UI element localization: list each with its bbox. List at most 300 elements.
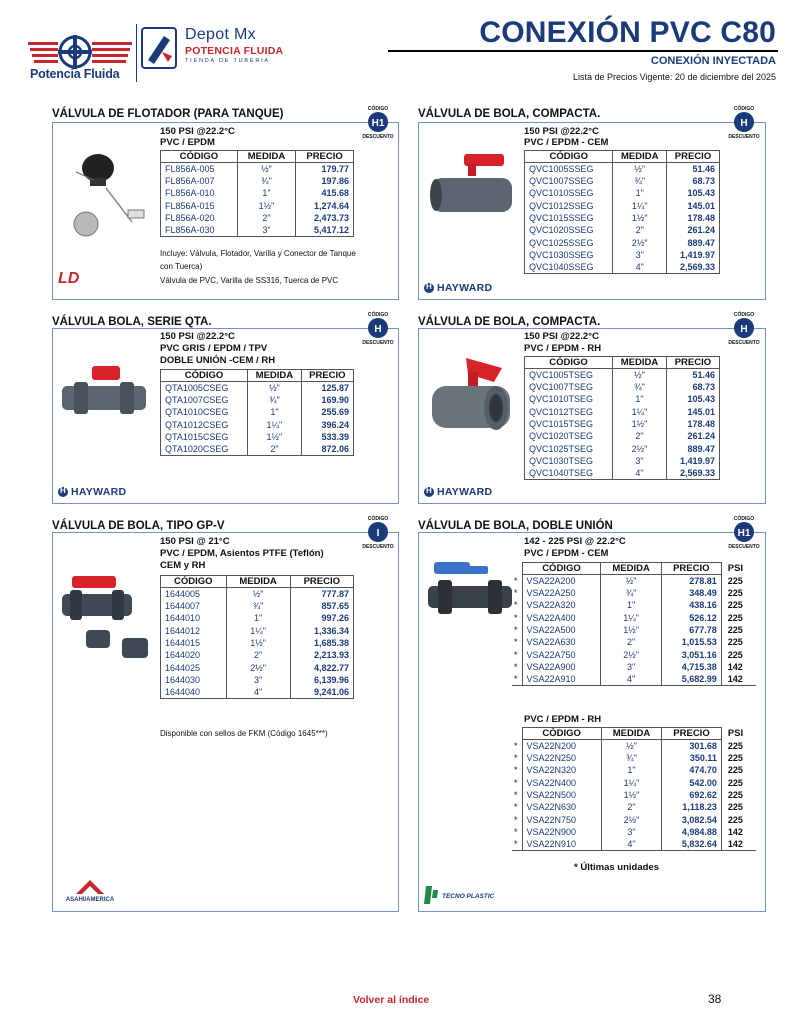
star-marker: * — [513, 814, 518, 825]
product-size: 2½" — [601, 813, 661, 825]
product-psi: 225 — [727, 802, 743, 813]
product-code: VSA22N200 — [522, 740, 601, 753]
star-marker: * — [513, 826, 518, 837]
product-size: ¾" — [601, 752, 661, 764]
product-price: 3,051.16 — [661, 648, 721, 660]
serie-qta-discount-badge — [360, 310, 396, 346]
product-code: QVC1040SSEG — [525, 261, 613, 274]
product-size: ½" — [237, 163, 295, 176]
product-size: 2" — [613, 224, 667, 236]
product-price: 396.24 — [301, 419, 353, 431]
product-price: 178.48 — [667, 212, 720, 224]
product-price: 68.73 — [666, 381, 719, 393]
product-psi: 225 — [727, 765, 743, 776]
product-price: 857.65 — [290, 600, 353, 612]
depot-mx-logo-icon — [140, 26, 178, 70]
product-code: QVC1025TSEG — [525, 442, 613, 454]
product-code: QVC1015SSEG — [525, 212, 613, 224]
hayward-icon — [424, 283, 434, 293]
product-price: 1,419.97 — [666, 455, 719, 467]
product-code: FL856A-020 — [161, 212, 238, 224]
svg-text:H: H — [740, 118, 748, 129]
col-code: CÓDIGO — [161, 151, 238, 163]
table-row — [512, 752, 756, 764]
flotador-spec2: PVC / EPDM — [160, 137, 215, 148]
product-code: QVC1040TSEG — [525, 467, 613, 480]
product-price: 692.62 — [662, 789, 722, 801]
hayward-brand-logo: H HAYWARD — [58, 486, 126, 498]
compacta-cem-price-table: CÓDIGO MEDIDA PRECIO QVC1005SSEG ½" 51.46 QVC1007SSEG ¾" 68.73 QVC1010SSEG 1" 105.43 QVC1012SSEG 1¼" 145.01 QVC1015SSEG 1½" 178.48 QVC1020SSEG 2" 261.24 QVC1025SSEG 2½" 889.47 QVC1030SSEG 3" 1,419.97 QVC1040SSEG 4" 2,569.33 — [524, 150, 720, 274]
product-size: 4" — [226, 686, 290, 699]
compacta-rh-title: VÁLVULA DE BOLA, COMPACTA. — [418, 316, 601, 328]
product-code: VSA22N630 — [522, 801, 601, 813]
product-price: 301.68 — [662, 740, 722, 753]
table-row — [525, 261, 720, 274]
product-psi: 225 — [727, 753, 743, 764]
product-price: 2,569.33 — [666, 467, 719, 480]
product-code: VSA22N320 — [522, 764, 601, 776]
product-price: 197.86 — [296, 175, 354, 187]
product-price: 255.69 — [301, 406, 353, 418]
gpv-fkm-note: Disponible con sellos de FKM (Código 1645***) — [160, 729, 328, 738]
product-psi: 225 — [727, 814, 743, 825]
product-size: 2" — [237, 212, 295, 224]
qta-ball-valve-image — [56, 364, 152, 420]
product-size: 2" — [226, 649, 290, 661]
star-marker: * — [513, 588, 518, 599]
page-subtitle: CONEXIÓN INYECTADA — [650, 55, 776, 67]
product-psi: 225 — [727, 790, 743, 801]
price-list-date: Lista de Precios Vigente: 20 de diciembre del 2025 — [573, 72, 776, 82]
table-row — [161, 224, 354, 237]
star-marker: * — [513, 625, 518, 636]
product-size: 3" — [226, 674, 290, 686]
star-marker: * — [513, 637, 518, 648]
serie-qta-spec2: PVC GRIS / EPDM / TPV — [160, 343, 268, 354]
product-psi: 225 — [727, 612, 743, 623]
svg-text:CÓDIGO: CÓDIGO — [733, 312, 755, 318]
product-size: 1½" — [601, 789, 661, 801]
compacta-rh-discount-badge — [726, 310, 762, 346]
table-row — [512, 636, 756, 648]
table-row — [525, 224, 720, 236]
col-size: MEDIDA — [237, 151, 295, 163]
table-row — [512, 673, 756, 686]
product-size: 1½" — [248, 431, 302, 443]
product-code: VSA22A200 — [522, 575, 601, 588]
product-size: 1¼" — [613, 406, 667, 418]
page-title: CONEXIÓN PVC C80 — [479, 16, 776, 49]
compacta-cem-spec2: PVC / EPDM - CEM — [524, 137, 609, 148]
product-price: 889.47 — [666, 442, 719, 454]
product-size: 1" — [226, 612, 290, 624]
product-psi: 225 — [727, 625, 743, 636]
product-price: 5,682.99 — [661, 673, 721, 686]
product-psi: 142 — [721, 838, 756, 851]
product-code: VSA22A320 — [522, 599, 601, 611]
ld-brand-logo: LD — [58, 270, 80, 287]
product-code: QVC1030TSEG — [525, 455, 613, 467]
product-price: 348.49 — [661, 587, 721, 599]
product-size: 2" — [248, 443, 302, 456]
product-size: ½" — [601, 740, 661, 753]
svg-text:H1: H1 — [737, 528, 751, 539]
product-price: 125.87 — [301, 382, 353, 395]
table-row — [525, 200, 720, 212]
compact-ball-valve-image — [426, 150, 518, 220]
product-code: 1644025 — [161, 661, 227, 673]
product-code: 1644007 — [161, 600, 227, 612]
product-price: 889.47 — [667, 236, 720, 248]
product-size: ½" — [613, 369, 667, 382]
product-price: 4,822.77 — [290, 661, 353, 673]
product-price: 2,213.93 — [290, 649, 353, 661]
product-psi: 225 — [727, 588, 743, 599]
logo2-store: TIENDA DE TUBERIA — [185, 58, 270, 64]
table-row — [161, 175, 354, 187]
star-marker: * — [513, 575, 518, 586]
table-row — [512, 740, 756, 753]
product-price: 777.87 — [290, 588, 353, 601]
product-code: 1644030 — [161, 674, 227, 686]
compacta-rh-spec2: PVC / EPDM - RH — [524, 343, 602, 354]
star-marker: * — [513, 600, 518, 611]
tecno-plastic-logo — [424, 884, 504, 906]
product-size: 1" — [248, 406, 302, 418]
table-row — [512, 764, 756, 776]
svg-text:DESCUENTO: DESCUENTO — [728, 134, 760, 140]
svg-text:I: I — [376, 528, 380, 539]
product-price: 5,832.64 — [662, 838, 722, 851]
product-code: QVC1005TSEG — [525, 369, 613, 382]
product-code: QTA1012CSEG — [161, 419, 248, 431]
table-row — [161, 382, 354, 395]
table-row — [525, 175, 720, 187]
product-code: QVC1010TSEG — [525, 393, 613, 405]
product-size: 1" — [613, 187, 667, 199]
product-price: 526.12 — [661, 612, 721, 624]
product-size: ½" — [226, 588, 290, 601]
star-marker: * — [513, 765, 518, 776]
product-size: 2½" — [613, 236, 667, 248]
hayward-icon — [424, 487, 434, 497]
svg-text:CÓDIGO: CÓDIGO — [367, 516, 389, 522]
product-code: QVC1020SSEG — [525, 224, 613, 236]
table-row — [525, 406, 720, 418]
product-size: ½" — [248, 382, 302, 395]
product-size: 4" — [601, 673, 661, 686]
product-size: 1" — [613, 393, 667, 405]
product-code: VSA22N900 — [522, 826, 601, 838]
product-code: QVC1015TSEG — [525, 418, 613, 430]
product-price: 4,984.88 — [662, 826, 722, 838]
product-size: ½" — [601, 575, 661, 588]
product-price: 9,241.06 — [290, 686, 353, 699]
doble-union-title: VÁLVULA DE BOLA, DOBLE UNIÓN — [418, 520, 613, 532]
product-code: VSA22A250 — [522, 587, 601, 599]
product-code: QVC1025SSEG — [525, 236, 613, 248]
product-code: FL856A-030 — [161, 224, 238, 237]
product-price: 1,274.64 — [296, 200, 354, 212]
product-size: 1½" — [237, 200, 295, 212]
product-size: 3" — [237, 224, 295, 237]
product-psi: 225 — [727, 600, 743, 611]
product-code: FL856A-005 — [161, 163, 238, 176]
doble-union-spec1: 142 - 225 PSI @ 22.2°C — [524, 536, 626, 547]
table-row — [525, 418, 720, 430]
star-marker: * — [513, 740, 518, 751]
table-row — [512, 575, 756, 588]
doble-union-spec-rh: PVC / EPDM - RH — [524, 714, 602, 725]
svg-text:H: H — [740, 324, 748, 335]
product-code: QTA1005CSEG — [161, 382, 248, 395]
product-size: 1½" — [613, 212, 667, 224]
svg-text:CÓDIGO: CÓDIGO — [733, 106, 755, 112]
product-price: 169.90 — [301, 394, 353, 406]
product-price: 261.24 — [667, 224, 720, 236]
product-size: 2½" — [601, 648, 661, 660]
product-size: 1¼" — [226, 625, 290, 637]
product-code: 1644005 — [161, 588, 227, 601]
svg-text:DESCUENTO: DESCUENTO — [362, 340, 394, 346]
compact-rh-ball-valve-image — [428, 352, 516, 446]
product-code: 1644040 — [161, 686, 227, 699]
gpv-discount-badge — [360, 514, 396, 550]
product-code: QTA1007CSEG — [161, 394, 248, 406]
double-union-ball-valve-image — [424, 560, 516, 622]
table-row — [512, 813, 756, 825]
product-psi: 225 — [727, 777, 743, 788]
table-row — [525, 381, 720, 393]
table-row — [525, 455, 720, 467]
product-price: 533.39 — [301, 431, 353, 443]
product-psi: 225 — [727, 575, 743, 586]
product-size: 1" — [601, 599, 661, 611]
product-code: FL856A-007 — [161, 175, 238, 187]
product-code: VSA22N250 — [522, 752, 601, 764]
product-price: 1,118.23 — [662, 801, 722, 813]
product-code: QVC1005SSEG — [525, 163, 613, 176]
product-psi: 225 — [727, 649, 743, 660]
product-code: QVC1007SSEG — [525, 175, 613, 187]
doble-union-discount-badge — [726, 514, 762, 550]
table-row — [512, 801, 756, 813]
table-row — [161, 600, 354, 612]
product-code: VSA22N910 — [522, 838, 601, 851]
product-code: VSA22A630 — [522, 636, 601, 648]
col-price: PRECIO — [296, 151, 354, 163]
table-row — [525, 236, 720, 248]
product-price: 51.46 — [667, 163, 720, 176]
table-row — [161, 674, 354, 686]
product-size: 1½" — [613, 418, 667, 430]
serie-qta-title: VÁLVULA BOLA, SERIE QTA. — [52, 316, 212, 328]
logo2-name: Depot Mx — [185, 26, 256, 43]
product-code: VSA22N750 — [522, 813, 601, 825]
product-price: 6,139.96 — [290, 674, 353, 686]
table-row — [512, 826, 756, 838]
table-row — [161, 625, 354, 637]
float-valve-image — [70, 148, 150, 238]
product-code: VSA22A900 — [522, 661, 601, 673]
product-code: VSA22A750 — [522, 648, 601, 660]
product-price: 261.24 — [666, 430, 719, 442]
product-size: ¾" — [613, 381, 667, 393]
product-size: 4" — [613, 261, 667, 274]
product-code: 1644012 — [161, 625, 227, 637]
product-code: VSA22A500 — [522, 624, 601, 636]
svg-text:H: H — [374, 324, 382, 335]
product-code: QTA1020CSEG — [161, 443, 248, 456]
product-size: 1¼" — [601, 612, 661, 624]
product-price: 415.68 — [296, 187, 354, 199]
doble-union-spec2: PVC / EPDM - CEM — [524, 548, 609, 559]
product-size: 2" — [601, 801, 661, 813]
gpv-spec2: PVC / EPDM, Asientos PTFE (Teflón) — [160, 548, 324, 559]
table-row — [512, 777, 756, 789]
product-price: 2,473.73 — [296, 212, 354, 224]
product-price: 145.01 — [666, 406, 719, 418]
gpv-spec3: CEM y RH — [160, 560, 206, 571]
star-marker: * — [513, 649, 518, 660]
table-row — [525, 249, 720, 261]
table-row — [512, 612, 756, 624]
product-code: VSA22A400 — [522, 612, 601, 624]
logo-divider — [136, 24, 137, 82]
product-size: 3" — [613, 455, 667, 467]
table-row — [161, 637, 354, 649]
product-price: 105.43 — [666, 393, 719, 405]
table-row — [512, 624, 756, 636]
product-size: 1¼" — [248, 419, 302, 431]
product-size: 1½" — [226, 637, 290, 649]
svg-text:CÓDIGO: CÓDIGO — [367, 106, 389, 112]
product-size: ¾" — [237, 175, 295, 187]
product-size: ¾" — [601, 587, 661, 599]
table-row — [161, 394, 354, 406]
svg-text:CÓDIGO: CÓDIGO — [367, 312, 389, 318]
product-price: 1,419.97 — [667, 249, 720, 261]
product-price: 997.26 — [290, 612, 353, 624]
doble-union-rh-price-table: CÓDIGO MEDIDA PRECIO PSI * VSA22N200 ½" 301.68 225 * VSA22N250 ¾" 350.11 225 * VSA22N320 1" 474.70 225 * VSA22N400 1¼" 542.00 225 * VSA22N500 1½" 692.62 225 * VSA22N630 2" 1,118.23 225 * VSA22N750 2½" 3,082.54 225 * VSA22N900 3" 4,984.88 142 * VSA22N910 4" 5,832.64 142 — [512, 727, 756, 851]
product-price: 3,082.54 — [662, 813, 722, 825]
product-price: 1,685.38 — [290, 637, 353, 649]
table-row — [512, 789, 756, 801]
product-price: 474.70 — [662, 764, 722, 776]
gpv-price-table: CÓDIGO MEDIDA PRECIO 1644005 ½" 777.87 1644007 ¾" 857.65 1644010 1" 997.26 1644012 1¼" 1,336.34 1644015 1½" 1,685.38 1644020 2" 2,213.93 1644025 2½" 4,822.77 1644030 3" 6,139.96 1644040 4" 9,241.06 — [160, 575, 354, 699]
product-price: 350.11 — [662, 752, 722, 764]
title-rule — [388, 50, 778, 52]
product-size: 3" — [601, 826, 661, 838]
table-row — [525, 212, 720, 224]
product-price: 5,417.12 — [296, 224, 354, 237]
ultimas-unidades-note: * Últimas unidades — [574, 862, 659, 873]
product-psi: 142 — [727, 826, 743, 837]
product-psi: 225 — [727, 740, 743, 751]
hayward-brand-logo: H HAYWARD — [424, 486, 492, 498]
flotador-spec1: 150 PSI @22.2°C — [160, 126, 235, 137]
product-size: 1½" — [601, 624, 661, 636]
product-price: 178.48 — [666, 418, 719, 430]
table-row — [161, 200, 354, 212]
gpv-ball-valve-image — [58, 572, 156, 664]
product-price: 179.77 — [296, 163, 354, 176]
table-row — [161, 443, 354, 456]
table-row — [525, 430, 720, 442]
product-size: ¾" — [613, 175, 667, 187]
table-row — [512, 648, 756, 660]
flotador-note-includes: Incluye: Válvula, Flotador, Varilla y Conector de Tanque — [160, 249, 356, 258]
product-code: VSA22A910 — [522, 673, 601, 686]
volver-al-indice-link[interactable]: Volver al índice — [353, 994, 430, 1006]
svg-text:DESCUENTO: DESCUENTO — [362, 544, 394, 550]
product-code: QTA1010CSEG — [161, 406, 248, 418]
product-size: 2½" — [226, 661, 290, 673]
product-size: 2" — [601, 636, 661, 648]
table-row — [525, 163, 720, 176]
flotador-note-materials: Válvula de PVC, Varilla de SS316, Tuerca de PVC — [160, 276, 339, 285]
product-code: QVC1010SSEG — [525, 187, 613, 199]
svg-text:DESCUENTO: DESCUENTO — [728, 340, 760, 346]
table-row — [161, 212, 354, 224]
svg-text:ASAHI/AMERICA: ASAHI/AMERICA — [65, 897, 115, 902]
product-price: 872.06 — [301, 443, 353, 456]
hayward-icon — [58, 487, 68, 497]
product-price: 542.00 — [662, 777, 722, 789]
product-code: 1644020 — [161, 649, 227, 661]
product-price: 4,715.38 — [661, 661, 721, 673]
product-price: 438.16 — [661, 599, 721, 611]
asahi-america-logo — [56, 878, 124, 902]
star-marker: * — [513, 612, 518, 623]
doble-union-cem-price-table: CÓDIGO MEDIDA PRECIO PSI * VSA22A200 ½" 278.81 225 * VSA22A250 ¾" 348.49 225 * VSA22A320 1" 438.16 225 * VSA22A400 1¼" 526.12 225 * VSA22A500 1½" 677.78 225 * VSA22A630 2" 1,015.53 225 * VSA22A750 2½" 3,051.16 225 * VSA22A900 3" 4,715.38 142 * VSA22A910 4" 5,682.99 142 — [512, 562, 756, 686]
product-size: 1" — [601, 764, 661, 776]
compacta-cem-spec1: 150 PSI @22.2°C — [524, 126, 599, 137]
flotador-note-includes-2: con Tuerca) — [160, 262, 203, 271]
product-psi: 142 — [721, 673, 756, 686]
serie-qta-price-table: CÓDIGO MEDIDA PRECIO QTA1005CSEG ½" 125.87 QTA1007CSEG ¾" 169.90 QTA1010CSEG 1" 255.69 QTA1012CSEG 1¼" 396.24 QTA1015CSEG 1½" 533.39 QTA1020CSEG 2" 872.06 — [160, 369, 354, 456]
product-price: 145.01 — [667, 200, 720, 212]
product-size: 3" — [613, 249, 667, 261]
star-marker: * — [513, 753, 518, 764]
product-size: 1¼" — [613, 200, 667, 212]
table-row — [161, 163, 354, 176]
svg-text:DESCUENTO: DESCUENTO — [362, 134, 394, 140]
flotador-price-table — [160, 150, 354, 237]
product-price: 2,569.33 — [667, 261, 720, 274]
product-code: QVC1012SSEG — [525, 200, 613, 212]
product-code: QVC1012TSEG — [525, 406, 613, 418]
product-size: ¾" — [226, 600, 290, 612]
table-row — [161, 588, 354, 601]
table-row — [161, 419, 354, 431]
table-row — [512, 838, 756, 851]
product-size: 3" — [601, 661, 661, 673]
svg-text:TECNO PLASTIC: TECNO PLASTIC — [442, 893, 495, 900]
table-row — [161, 649, 354, 661]
serie-qta-spec1: 150 PSI @22.2°C — [160, 331, 235, 342]
product-psi: 225 — [727, 637, 743, 648]
star-marker: * — [513, 661, 518, 672]
product-price: 68.73 — [667, 175, 720, 187]
hayward-brand-logo: H HAYWARD — [424, 282, 492, 294]
product-size: 4" — [613, 467, 667, 480]
star-marker: * — [513, 802, 518, 813]
product-size: ½" — [613, 163, 667, 176]
flotador-discount-badge — [360, 104, 396, 140]
flotador-title: VÁLVULA DE FLOTADOR (PARA TANQUE) — [52, 108, 284, 120]
compacta-rh-spec1: 150 PSI @22.2°C — [524, 331, 599, 342]
